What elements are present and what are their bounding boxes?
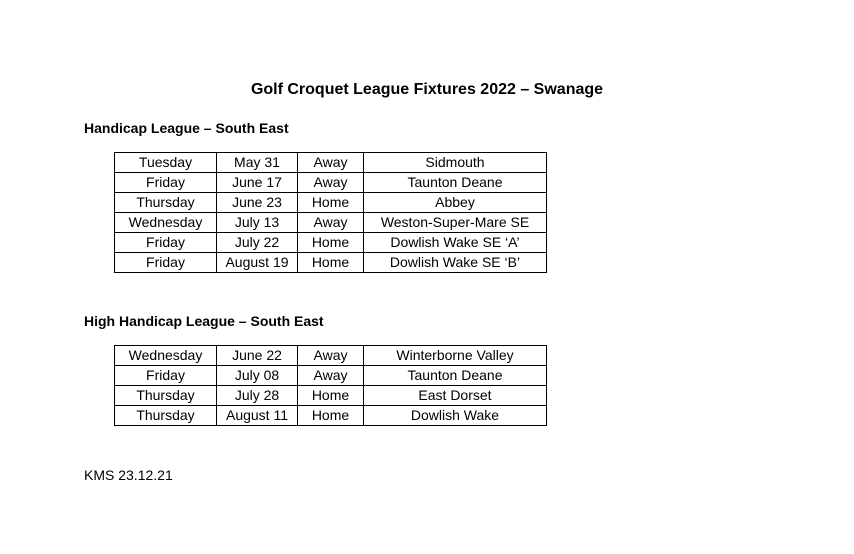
fixture-venue-cell: Home [298, 406, 364, 426]
fixture-venue-cell: Home [298, 233, 364, 253]
fixture-opponent-cell: Dowlish Wake SE ‘A’ [364, 233, 547, 253]
fixture-day-cell: Thursday [115, 193, 217, 213]
table-row [115, 346, 547, 366]
table-row [115, 213, 547, 233]
fixture-venue-cell: Home [298, 386, 364, 406]
fixture-date-cell: June 17 [217, 173, 298, 193]
fixture-date-cell: August 19 [217, 253, 298, 273]
table-row [115, 386, 547, 406]
fixture-venue-cell: Away [298, 366, 364, 386]
fixture-day-cell: Wednesday [115, 346, 217, 366]
fixture-opponent-cell: Sidmouth [364, 153, 547, 173]
fixture-date-cell: July 22 [217, 233, 298, 253]
fixture-venue-cell: Home [298, 253, 364, 273]
section-heading-high-handicap: High Handicap League – South East [84, 313, 324, 329]
fixture-opponent-cell: Dowlish Wake SE ‘B’ [364, 253, 547, 273]
fixture-date-cell: July 13 [217, 213, 298, 233]
fixture-day-cell: Wednesday [115, 213, 217, 233]
fixture-day-cell: Friday [115, 173, 217, 193]
fixture-opponent-cell: Taunton Deane [364, 366, 547, 386]
fixture-day-cell: Thursday [115, 406, 217, 426]
fixture-opponent-cell: Dowlish Wake [364, 406, 547, 426]
fixture-opponent-cell: Weston-Super-Mare SE [364, 213, 547, 233]
fixture-day-cell: Thursday [115, 386, 217, 406]
table-row [115, 233, 547, 253]
fixture-opponent-cell: Taunton Deane [364, 173, 547, 193]
table-row [115, 406, 547, 426]
fixture-day-cell: Tuesday [115, 153, 217, 173]
fixtures-table-high-handicap [114, 345, 547, 426]
fixture-venue-cell: Away [298, 153, 364, 173]
fixture-venue-cell: Away [298, 173, 364, 193]
fixture-opponent-cell: Winterborne Valley [364, 346, 547, 366]
section-heading-handicap: Handicap League – South East [84, 120, 289, 136]
fixture-venue-cell: Away [298, 346, 364, 366]
fixture-venue-cell: Away [298, 213, 364, 233]
fixture-date-cell: May 31 [217, 153, 298, 173]
page-title: Golf Croquet League Fixtures 2022 – Swanage [250, 81, 604, 98]
fixture-day-cell: Friday [115, 366, 217, 386]
fixtures-table-handicap [114, 152, 547, 273]
fixture-venue-cell: Home [298, 193, 364, 213]
footer-reference: KMS 23.12.21 [84, 467, 173, 483]
fixture-date-cell: June 23 [217, 193, 298, 213]
table-row [115, 193, 547, 213]
fixture-day-cell: Friday [115, 253, 217, 273]
fixture-opponent-cell: East Dorset [364, 386, 547, 406]
table-row [115, 366, 547, 386]
fixture-date-cell: June 22 [217, 346, 298, 366]
fixture-day-cell: Friday [115, 233, 217, 253]
table-row [115, 253, 547, 273]
table-row [115, 173, 547, 193]
fixture-opponent-cell: Abbey [364, 193, 547, 213]
fixture-date-cell: August 11 [217, 406, 298, 426]
fixture-date-cell: July 28 [217, 386, 298, 406]
fixture-date-cell: July 08 [217, 366, 298, 386]
table-row [115, 153, 547, 173]
